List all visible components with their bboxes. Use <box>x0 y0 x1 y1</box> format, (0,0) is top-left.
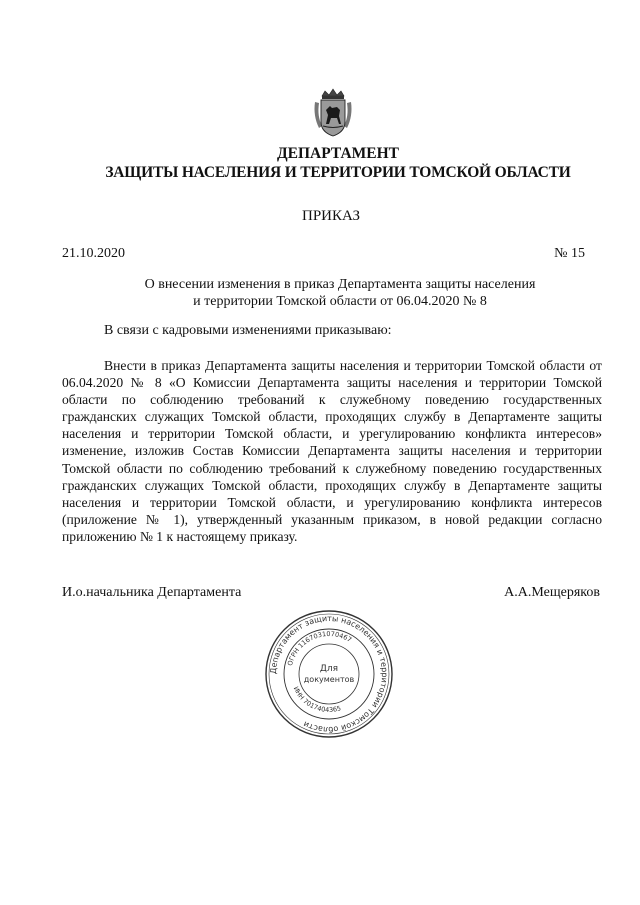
document-type: ПРИКАЗ <box>302 208 360 224</box>
seal-inn: ИНН 7017404365 <box>291 685 342 715</box>
seal-ring-text: Департамент защиты населения и территории Томской области <box>268 613 390 735</box>
subject-line2: и территории Томской области от 06.04.2020 № 8 <box>193 294 487 309</box>
intro-text: В связи с кадровыми изменениями приказываю: <box>104 323 392 338</box>
document-subject <box>100 276 580 310</box>
document-date: 21.10.2020 <box>62 246 125 261</box>
department-title-line1: ДЕПАРТАМЕНТ <box>276 145 400 162</box>
subject-line1: О внесении изменения в приказ Департамента защиты населения <box>144 277 536 292</box>
document-number: № 15 <box>554 246 585 261</box>
seal-center-line2: документов <box>303 675 355 684</box>
order-body-paragraph: Внести в приказ Департамента защиты населения и территории Томской области от 06.04.2020 № 8 «О Комиссии Департамента защиты населения и территории Томской области по соблюдению требований к служебному поведению государственных гражданских служащих Томской области, проходящих службу в Департаменте защиты населения и территории Томской области, и урегулированию конфликта интересов» изменение, изложив Состав Комиссии Департамента защиты населения и территории Томской области по соблюдению требований к служебному поведению государственных гражданских служащих Томской области, проходящих службу в Департаменте защиты населения и территории Томской области, и урегулированию конфликта интересов (приложение № 1), утвержденный указанным приказом, в новой редакции согласно приложению № 1 к настоящему приказу. <box>62 358 602 544</box>
tomsk-coat-of-arms-icon <box>313 88 353 138</box>
seal-center-line1: Для <box>319 664 339 674</box>
signatory-position: И.о.начальника Департамента <box>62 585 242 600</box>
signatory-name: А.А.Мещеряков <box>504 585 600 600</box>
department-title-line2: ЗАЩИТЫ НАСЕЛЕНИЯ И ТЕРРИТОРИИ ТОМСКОЙ ОБЛАСТИ <box>105 164 571 181</box>
official-seal <box>263 608 395 740</box>
seal-ogrn: ОГРН 1167031070467 <box>285 629 354 667</box>
